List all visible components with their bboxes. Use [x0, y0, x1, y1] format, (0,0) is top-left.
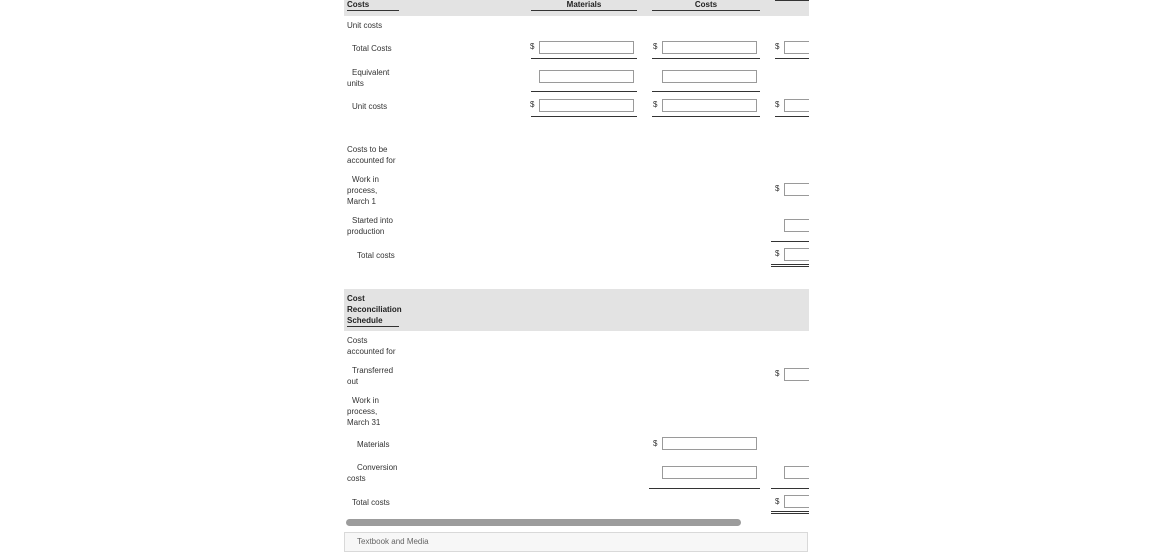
reconciliation-total-costs-label: Total costs [352, 498, 390, 507]
underline [775, 116, 809, 117]
wip-march-31-label: Work in process, March 31 [347, 396, 381, 427]
dollar-sign: $ [653, 42, 658, 51]
wip-march-1-input[interactable] [784, 183, 809, 196]
column-header-total [775, 0, 809, 1]
costs-section-label: Costs [347, 0, 399, 11]
underline [775, 58, 809, 59]
dollar-sign: $ [775, 184, 780, 193]
equivalent-units-conversion-input[interactable] [662, 70, 757, 83]
dollar-sign: $ [530, 100, 535, 109]
underline [652, 58, 760, 59]
textbook-and-media-panel[interactable] [344, 532, 808, 552]
underline [771, 241, 809, 242]
dollar-sign: $ [653, 439, 658, 448]
underline [531, 91, 637, 92]
transferred-out-label: Transferred out [347, 366, 394, 386]
total-costs-label: Total Costs [352, 44, 392, 53]
underline [771, 488, 809, 489]
reconciliation-total-costs-input[interactable] [784, 495, 809, 508]
horizontal-scrollbar[interactable] [346, 519, 741, 526]
dollar-sign: $ [775, 100, 780, 109]
dollar-sign: $ [775, 42, 780, 51]
wip-materials-label: Materials [357, 440, 390, 449]
total-costs-conversion-input[interactable] [662, 41, 757, 54]
equivalent-units-materials-input[interactable] [539, 70, 634, 83]
wip-materials-input[interactable] [662, 437, 757, 450]
column-header-conversion-costs: Costs [652, 0, 760, 11]
wip-conversion-costs-label: Conversion costs [347, 463, 398, 483]
transferred-out-input[interactable] [784, 368, 809, 381]
double-underline [771, 266, 809, 267]
unit-costs-row-label: Unit costs [352, 102, 388, 111]
double-underline [771, 513, 809, 514]
dollar-sign: $ [653, 100, 658, 109]
underline [652, 116, 760, 117]
dollar-sign: $ [775, 497, 780, 506]
dollar-sign: $ [530, 42, 535, 51]
started-into-production-input[interactable] [784, 219, 809, 232]
wip-total-input[interactable] [784, 466, 809, 479]
unit-costs-materials-input[interactable] [539, 99, 634, 112]
underline [531, 58, 637, 59]
textbook-and-media-label: Textbook and Media [357, 537, 429, 546]
unit-costs-title: Unit costs [347, 21, 383, 30]
column-header-materials: Materials [531, 0, 637, 11]
total-costs-to-account-label: Total costs [357, 251, 395, 260]
total-costs-to-account-input[interactable] [784, 248, 809, 261]
wip-march-1-label: Work in process, March 1 [347, 175, 379, 206]
unit-costs-total-input[interactable] [784, 99, 809, 112]
costs-accounted-for-title: Costs accounted for [347, 336, 396, 356]
total-costs-materials-input[interactable] [539, 41, 634, 54]
costs-to-be-accounted-for-title: Costs to be accounted for [347, 145, 396, 165]
underline [649, 488, 760, 489]
unit-costs-conversion-input[interactable] [662, 99, 757, 112]
wip-conversion-costs-input[interactable] [662, 466, 757, 479]
dollar-sign: $ [775, 249, 780, 258]
cost-reconciliation-title: Cost Reconciliation Schedule [347, 294, 402, 325]
underline [652, 91, 760, 92]
double-underline [771, 511, 809, 512]
double-underline [771, 264, 809, 265]
reconciliation-band [344, 289, 809, 331]
equivalent-units-label: Equivalent units [347, 68, 390, 88]
total-costs-total-input[interactable] [784, 41, 809, 54]
dollar-sign: $ [775, 369, 780, 378]
costs-worksheet [344, 0, 809, 541]
underline [531, 116, 637, 117]
started-into-production-label: Started into production [347, 216, 393, 236]
